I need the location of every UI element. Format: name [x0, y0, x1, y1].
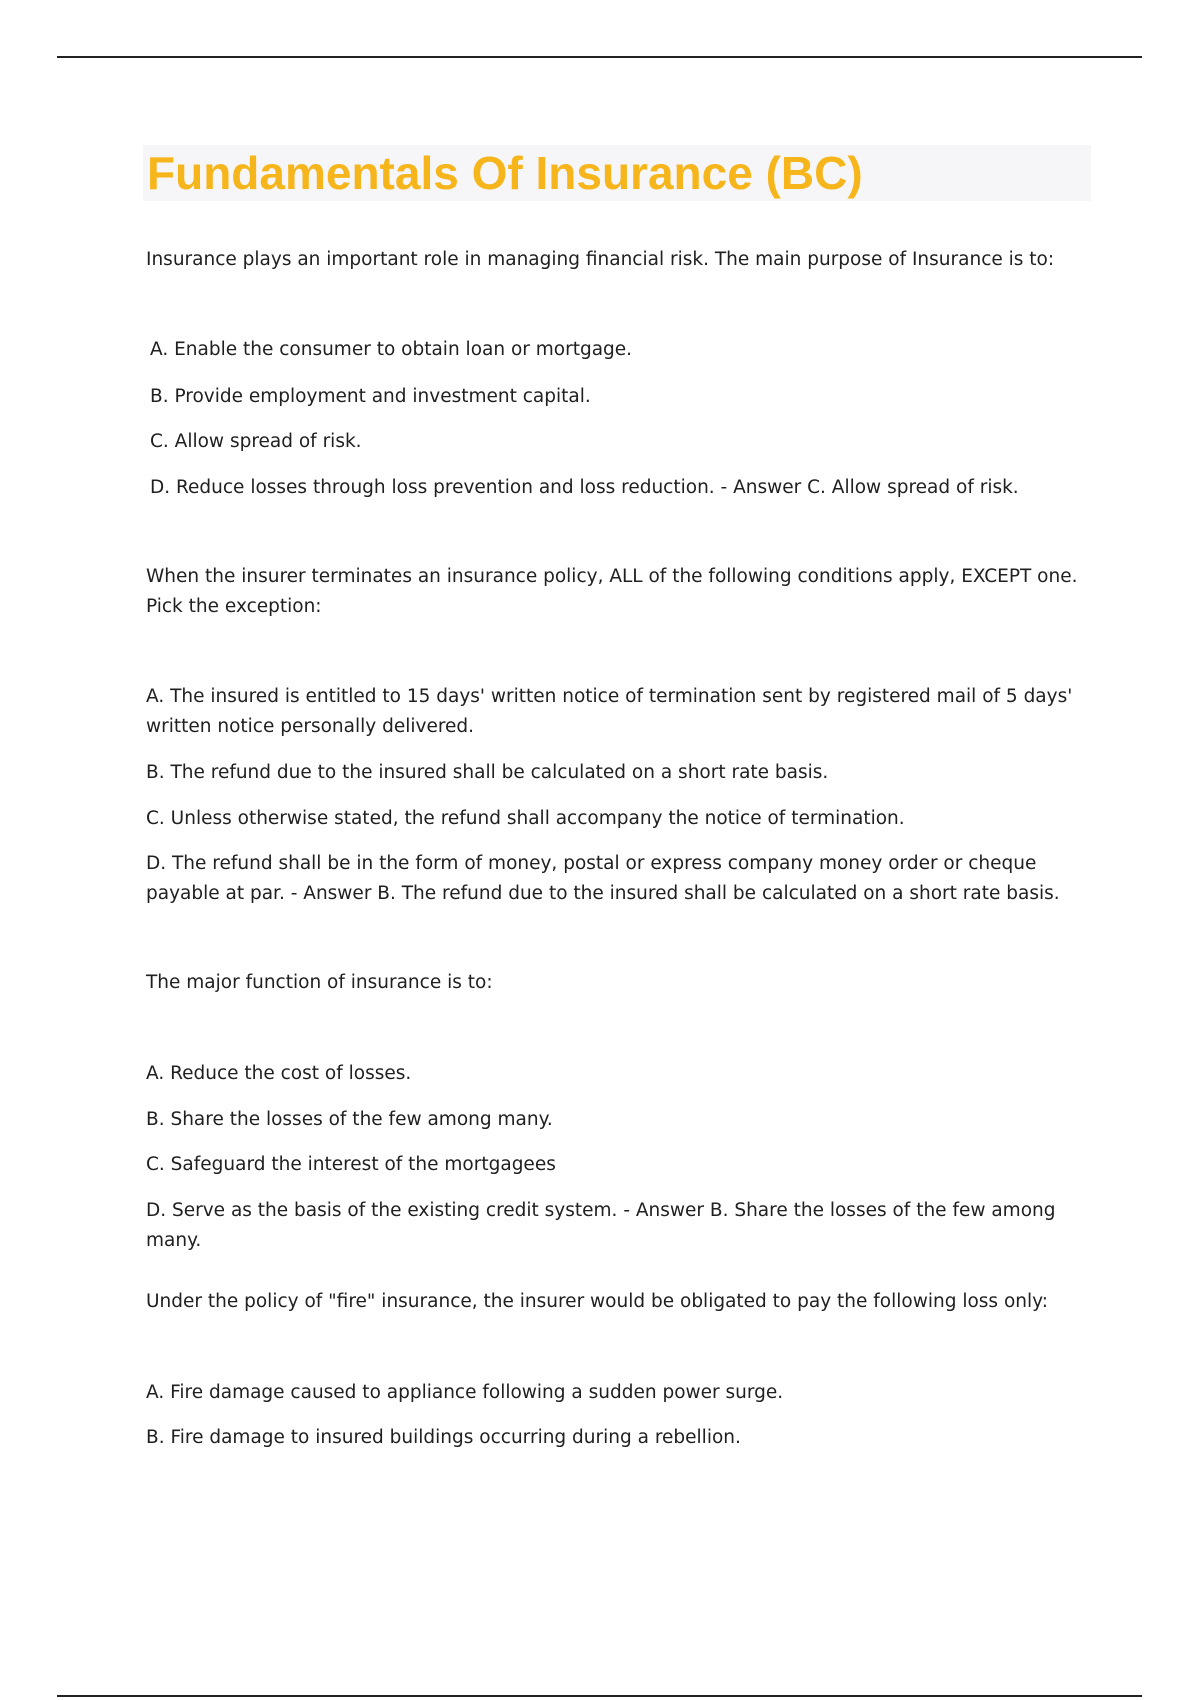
question-1-prompt: Insurance plays an important role in managing financial risk. The main purpose of Insurance is to: — [146, 249, 1055, 270]
question-2-prompt: When the insurer terminates an insurance policy, ALL of the following conditions apply, EXCEPT one. Pick the exception: — [146, 566, 1078, 617]
question-2-option-d: D. The refund shall be in the form of money, postal or express company money order or cheque payable at par. - Answer B. The refund due to the insured shall be calculated on a short rate basis. — [146, 853, 1060, 904]
top-rule — [57, 56, 1142, 58]
question-1-option-c: C. Allow spread of risk. — [150, 431, 362, 452]
question-3-option-c: C. Safeguard the interest of the mortgagees — [146, 1154, 556, 1175]
question-2-option-a: A. The insured is entitled to 15 days' written notice of termination sent by registered mail of 5 days' written notice personally delivered. — [146, 686, 1073, 737]
question-1-option-a: A. Enable the consumer to obtain loan or mortgage. — [150, 339, 633, 360]
question-2-option-b: B. The refund due to the insured shall be calculated on a short rate basis. — [146, 762, 829, 783]
document-title: Fundamentals Of Insurance (BC) — [147, 147, 863, 199]
question-3-option-b: B. Share the losses of the few among many. — [146, 1109, 553, 1130]
question-4-prompt: Under the policy of "fire" insurance, the insurer would be obligated to pay the following loss only: — [146, 1291, 1048, 1312]
question-1-option-b: B. Provide employment and investment capital. — [150, 386, 591, 407]
question-3-prompt: The major function of insurance is to: — [146, 972, 493, 993]
question-4-option-a: A. Fire damage caused to appliance following a sudden power surge. — [146, 1382, 784, 1403]
question-3-option-d: D. Serve as the basis of the existing credit system. - Answer B. Share the losses of the few among many. — [146, 1200, 1056, 1251]
question-2-option-c: C. Unless otherwise stated, the refund shall accompany the notice of termination. — [146, 808, 905, 829]
question-4-option-b: B. Fire damage to insured buildings occurring during a rebellion. — [146, 1427, 741, 1448]
question-1-option-d: D. Reduce losses through loss prevention and loss reduction. - Answer C. Allow spread of risk. — [150, 477, 1019, 498]
question-3-option-a: A. Reduce the cost of losses. — [146, 1063, 412, 1084]
bottom-rule — [57, 1695, 1142, 1697]
